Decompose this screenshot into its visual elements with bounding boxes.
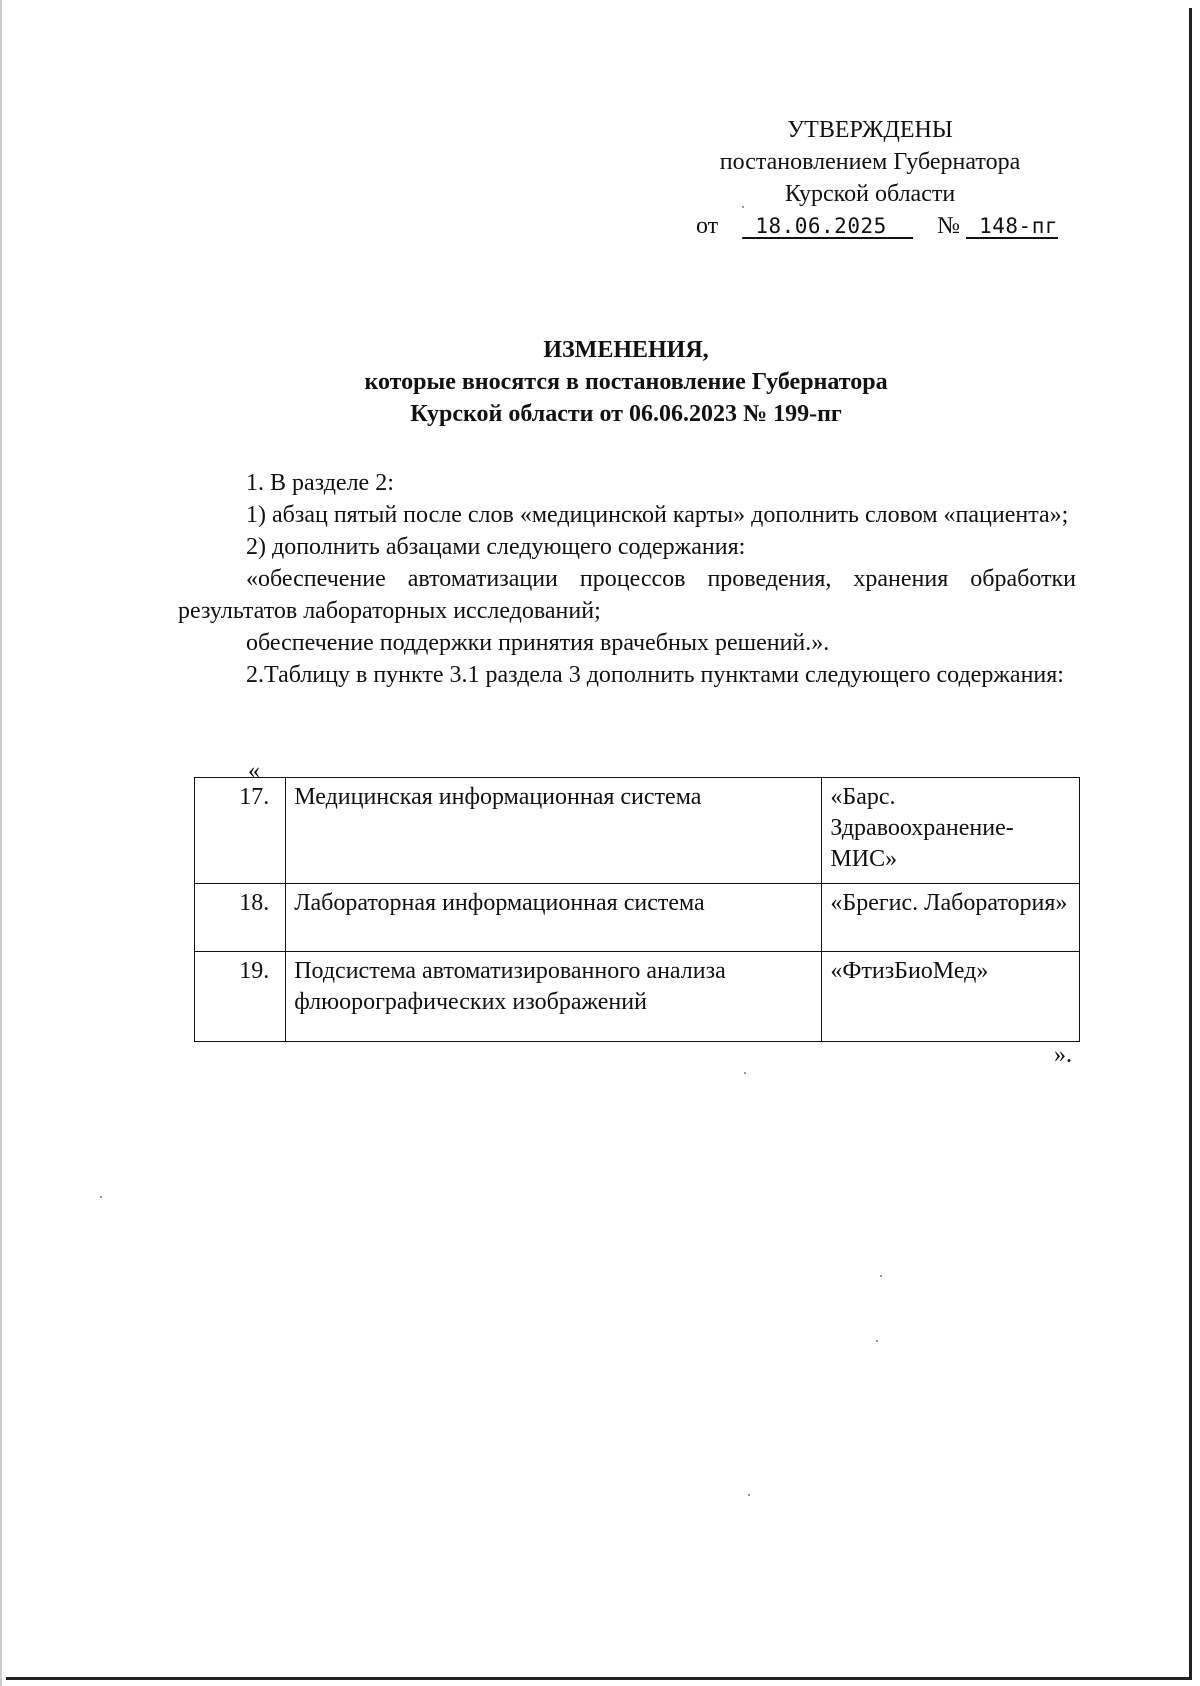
paragraph-section-2: 1. В разделе 2: — [246, 470, 394, 496]
heading-subtitle: которые вносятся в постановление Губернатора — [364, 369, 888, 395]
paragraph-added-2: обеспечение поддержки принятия врачебных решений.». — [246, 630, 830, 656]
approval-block — [680, 114, 1060, 242]
approval-line-region: Курской области — [784, 181, 956, 207]
approval-date-line — [680, 210, 1060, 242]
paragraph-item-1: 1) абзац пятый после слов «медицинской карты» дополнить словом «пациента»; — [246, 502, 1069, 528]
scan-speck — [100, 1196, 102, 1198]
document-body — [178, 467, 1076, 691]
number-prefix: № — [937, 213, 960, 239]
scan-speck — [748, 1494, 750, 1496]
system-name: Подсистема автоматизированного анализа флюорографических изображений — [286, 952, 822, 1042]
date-prefix: от — [696, 213, 719, 239]
heading-subtitle-2: Курской области от 06.06.2023 № 199-пг — [410, 401, 842, 427]
decree-date: 18.06.2025 — [755, 214, 887, 238]
document-heading — [176, 334, 1076, 430]
table-close-quote: ». — [1054, 1042, 1072, 1068]
system-product: «Барс. Здравоохранение-МИС» — [822, 778, 1080, 884]
paragraph-added-1: «обеспечение автоматизации процессов проведения, хранения обработки результатов лабораторных исследований; — [178, 566, 1076, 624]
decree-number: 148-пг — [979, 214, 1058, 238]
system-product: «ФтизБиоМед» — [822, 952, 1080, 1042]
paragraph-table-change: 2.Таблицу в пункте 3.1 раздела 3 дополнить пунктами следующего содержания: — [246, 662, 1064, 688]
system-product: «Брегис. Лаборатория» — [822, 884, 1080, 952]
paragraph-item-2: 2) дополнить абзацами следующего содержания: — [246, 534, 746, 560]
scan-edge-left — [0, 0, 2, 1686]
scan-speck — [876, 1340, 878, 1342]
row-number: 18. — [195, 884, 286, 952]
row-number: 17. — [195, 778, 286, 884]
table-row — [195, 952, 1080, 1042]
system-name: Лабораторная информационная система — [286, 884, 822, 952]
row-number: 19. — [195, 952, 286, 1042]
changes-table — [194, 777, 1080, 1042]
approval-title: УТВЕРЖДЕНЫ — [787, 117, 953, 143]
scan-speck — [744, 1072, 746, 1074]
scan-speck — [742, 206, 744, 208]
scan-speck — [880, 1275, 882, 1277]
heading-title: ИЗМЕНЕНИЯ, — [543, 337, 709, 363]
table-row — [195, 778, 1080, 884]
scan-edge-right — [1189, 8, 1192, 1680]
scan-edge-bottom — [6, 1677, 1192, 1680]
system-name: Медицинская информационная система — [286, 778, 822, 884]
table-row — [195, 884, 1080, 952]
table-open-quote: « — [248, 758, 260, 784]
approval-line-decree: постановлением Губернатора — [719, 149, 1021, 175]
